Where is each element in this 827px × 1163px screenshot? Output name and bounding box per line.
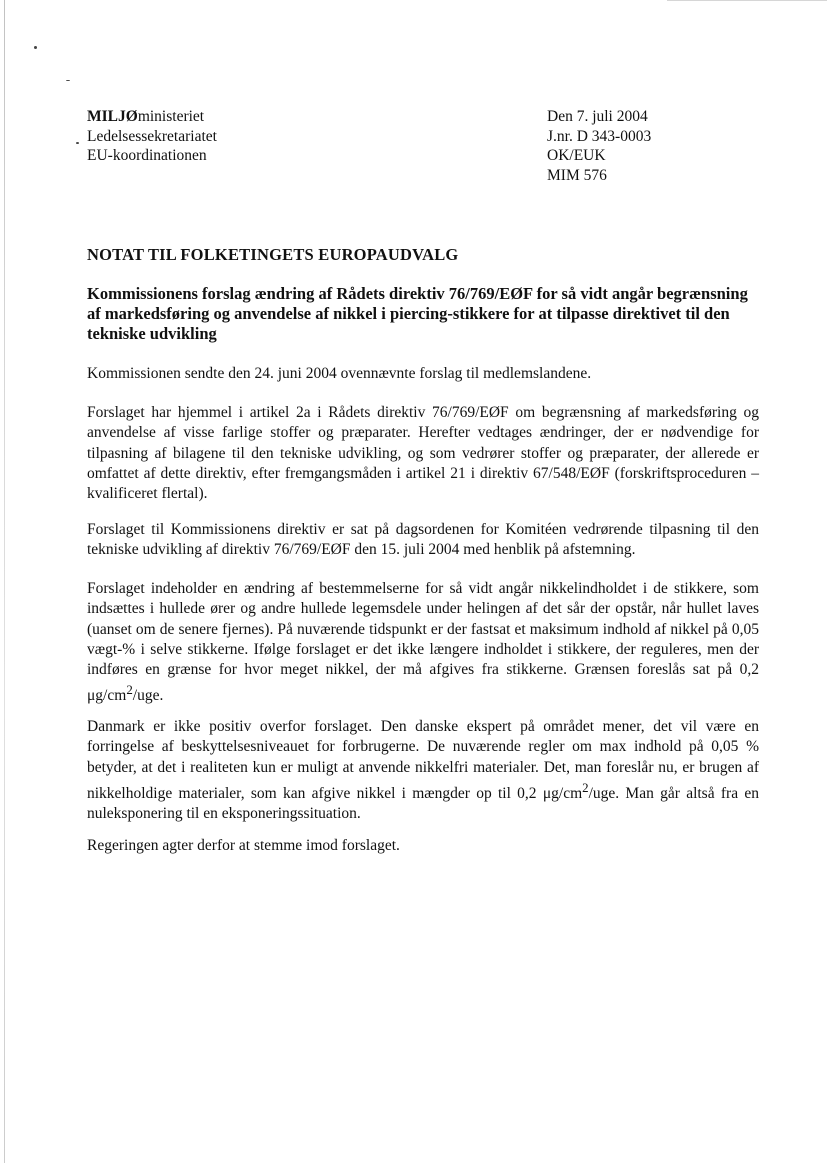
ministry-name-bold: MILJØ — [87, 108, 138, 125]
paragraph-1 — [87, 364, 759, 384]
document-title: NOTAT TIL FOLKETINGETS EUROPAUDVALG — [87, 245, 459, 264]
reference-block — [547, 107, 651, 185]
ministry-name-rest: ministeriet — [137, 108, 205, 125]
office-code: OK/EUK — [547, 147, 606, 164]
paragraph-text-main: Forslaget indeholder en ændring af bestemmelserne for så vidt angår nikkelindholdet i de stikkere, som indsættes i hullede ører og andre hullede legemsdele under helingen af det sår der opstår, når hullet laves (uanset om de senere fjernes). På nuværende tidspunkt er der fastsat et maksimum indhold af nikkel på 0,05 vægt-% i selve stikkerne. Ifølge forslaget er det ikke længere indholdet i stikkere, der reguleres, men der indføres en grænse for hvor meget nikkel, der må afgives fra stikkerne. Grænsen foreslås sat på 0,2 μg/cm — [87, 580, 759, 705]
scan-speck — [34, 46, 37, 49]
paragraph-text-end: /uge. Man går altså fra en nuleksponering til en eksponeringssituation. — [87, 785, 759, 823]
paragraph-text: Forslaget til Kommissionens direktiv er sat på dagsordenen for Komitéen vedrørende tilpasning til den tekniske udvikling af direktiv 76/769/EØF den 15. juli 2004 med henblik på afstemning. — [87, 521, 759, 559]
journal-number: J.nr. D 343-0003 — [547, 127, 652, 145]
paragraph-text: Regeringen agter derfor at stemme imod forslaget. — [87, 837, 400, 854]
scan-edge — [4, 0, 5, 1163]
unit-name: EU-koordinationen — [87, 147, 207, 164]
paragraph-5 — [87, 717, 759, 825]
paragraph-text: Kommissionen sendte den 24. juni 2004 ovennævnte forslag til medlemslandene. — [87, 365, 592, 382]
document-date: Den 7. juli 2004 — [547, 108, 648, 125]
ministry-name — [87, 107, 217, 127]
letterhead — [87, 107, 217, 166]
superscript: 2 — [582, 779, 589, 795]
paragraph-text-end: /uge. — [132, 687, 164, 705]
paragraph-text: Forslaget har hjemmel i artikel 2a i Rådets direktiv 76/769/EØF om begrænsning af markedsføring og anvendelse af visse farlige stoffer og præparater. Herefter vedtages ændringer, der er nødvendige for tilpasning af bilagene til den tekniske udvikling, og som vedrører stoffer og præparater, der allerede er omfattet af dette direktiv, efter fremgangsmåden i artikel 21 i direktiv 67/548/EØF (forskriftsproceduren – kvalificeret flertal). — [87, 404, 759, 503]
paragraph-6 — [87, 836, 759, 856]
document-subject: Kommissionens forslag ændring af Rådets direktiv 76/769/EØF for så vidt angår begrænsning af markedsføring og anvendelse af nikkel i piercing-stikkere for at tilpasse direktivet til den tekniske udvikling — [87, 284, 748, 343]
paragraph-text — [87, 717, 759, 825]
scan-speck — [76, 142, 79, 144]
mim-number: MIM 576 — [547, 166, 607, 184]
paragraph-text-main: Danmark er ikke positiv overfor forslaget. Den danske ekspert på området mener, det vil være en forringelse af beskyttelsesniveauet for forbrugerne. De nuværende regler om max indhold på 0,05 % betyder, at det i realiteten kun er muligt at anvende nikkelfri materialer. Det, man foreslår nu, er brugen af nikkelholdige materialer, som kan afgive nikkel i mængder op til 0,2 μg/cm — [87, 718, 759, 803]
paragraph-2 — [87, 403, 759, 504]
paragraph-4 — [87, 579, 759, 707]
paragraph-3 — [87, 520, 759, 561]
scan-speck — [66, 80, 70, 81]
scan-edge-top — [667, 0, 827, 1]
superscript: 2 — [126, 682, 133, 698]
department-name: Ledelsessekretariatet — [87, 127, 217, 145]
paragraph-text — [87, 579, 759, 707]
